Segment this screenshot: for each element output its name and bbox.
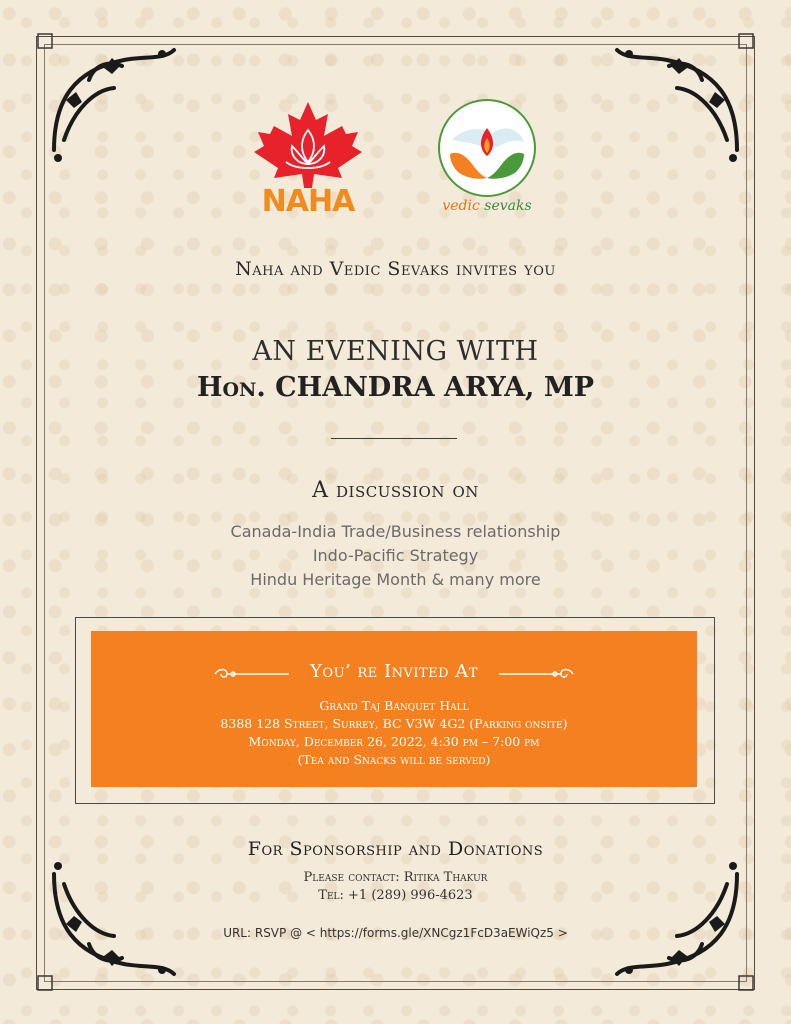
- topic-item: Indo-Pacific Strategy: [312, 546, 479, 565]
- venue-address: 8388 128 Street, Surrey, BC V3W 4G2 (Parking onsite): [220, 716, 568, 731]
- refreshments-note: (Tea and Snacks will be served): [297, 752, 491, 767]
- evening-with-heading: AN EVENING WITH: [252, 336, 539, 367]
- sponsorship-heading: For Sponsorship and Donations: [247, 838, 544, 860]
- vedic-sevaks-logo: [432, 98, 542, 228]
- topic-item: Canada-India Trade/Business relationship: [230, 522, 561, 541]
- divider-rule: [331, 438, 457, 439]
- sevaks-word: sevaks: [484, 198, 532, 214]
- invitation-box: [91, 631, 697, 787]
- flourish-right-icon: [497, 667, 577, 681]
- guest-name: Hon. CHANDRA ARYA, MP: [196, 372, 595, 403]
- corner-ornament-top-right: [607, 30, 757, 180]
- rsvp-link[interactable]: URL: RSVP @ < https://forms.gle/XNCgz1FcD3aEWiQz5 >: [223, 926, 568, 940]
- corner-ornament-top-left: [34, 30, 184, 180]
- vedic-word: vedic: [442, 198, 480, 214]
- invites-heading: Naha and Vedic Sevaks invites you: [235, 258, 556, 280]
- naha-logo: [252, 100, 364, 218]
- maple-leaf-icon: [252, 100, 364, 190]
- topic-item: Hindu Heritage Month & many more: [250, 570, 541, 589]
- discussion-heading: A discussion on: [312, 478, 479, 503]
- contact-person: Please contact: Ritika Thakur: [303, 870, 488, 885]
- contact-phone: Tel: +1 (289) 996-4623: [318, 888, 473, 903]
- corner-ornament-bottom-left: [34, 844, 184, 994]
- hands-flame-icon: [432, 98, 542, 198]
- corner-ornament-bottom-right: [607, 844, 757, 994]
- event-datetime: Monday, December 26, 2022, 4:30 pm – 7:00 pm: [248, 734, 540, 749]
- invited-at-heading: You’ re Invited At: [310, 661, 478, 682]
- vedic-sevaks-logo-text: [432, 198, 542, 214]
- naha-logo-text: NAHA: [261, 184, 355, 219]
- venue-name: Grand Taj Banquet Hall: [319, 698, 469, 713]
